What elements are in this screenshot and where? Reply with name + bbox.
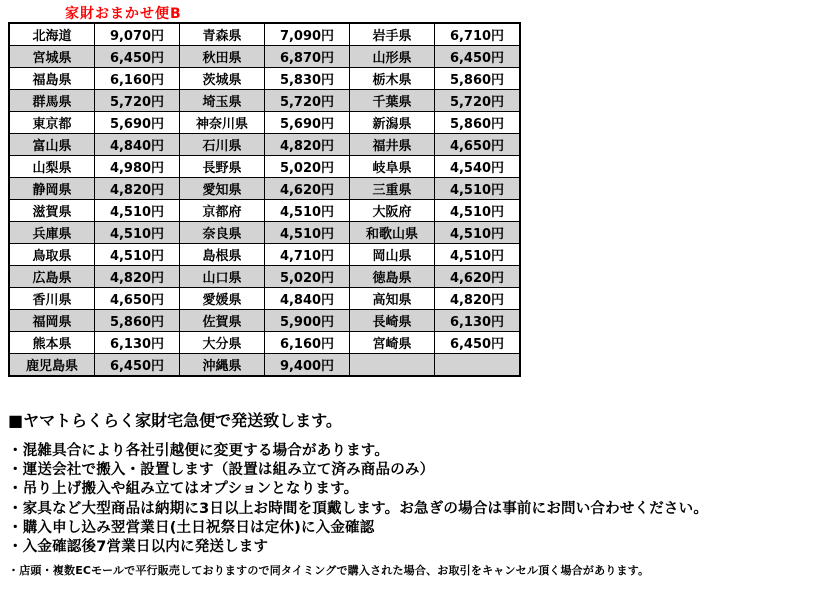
- price-cell: 5,720円: [265, 90, 350, 112]
- note-bullet: ・吊り上げ搬入や組み立てはオプションとなります。: [8, 481, 359, 498]
- price-cell: 5,690円: [95, 112, 180, 134]
- page-title: 家財おまかせ便B: [65, 6, 182, 22]
- prefecture-cell: 福島県: [9, 68, 95, 90]
- prefecture-cell: 青森県: [180, 23, 265, 46]
- table-row: [9, 222, 520, 244]
- price-cell: 6,450円: [95, 46, 180, 68]
- prefecture-cell: 鹿児島県: [9, 354, 95, 377]
- note-bullet: ・家具など大型商品は納期に3日以上お時間を頂戴します。お急ぎの場合は事前にお問い合わせください。: [8, 500, 709, 517]
- prefecture-cell: 北海道: [9, 23, 95, 46]
- shipping-rate-table-body: [9, 23, 520, 376]
- price-cell: 6,710円: [435, 23, 521, 46]
- prefecture-cell: 千葉県: [350, 90, 435, 112]
- prefecture-cell: 山梨県: [9, 156, 95, 178]
- prefecture-cell: 奈良県: [180, 222, 265, 244]
- notes-heading: ■ヤマトらくらく家財宅急便で発送致します。: [8, 411, 342, 430]
- prefecture-cell: 静岡県: [9, 178, 95, 200]
- table-row: [9, 354, 520, 377]
- price-cell: 5,690円: [265, 112, 350, 134]
- table-row: [9, 288, 520, 310]
- price-cell: 4,710円: [265, 244, 350, 266]
- price-cell: 6,130円: [95, 332, 180, 354]
- table-row: [9, 200, 520, 222]
- price-cell: 4,650円: [95, 288, 180, 310]
- price-cell: 5,020円: [265, 266, 350, 288]
- prefecture-cell: 鳥取県: [9, 244, 95, 266]
- note-bullet: ・入金確認後7営業日以内に発送します: [8, 539, 269, 556]
- price-cell: 4,510円: [95, 222, 180, 244]
- prefecture-cell: 香川県: [9, 288, 95, 310]
- price-cell: 5,860円: [95, 310, 180, 332]
- price-cell: 4,840円: [95, 134, 180, 156]
- price-cell: 6,870円: [265, 46, 350, 68]
- prefecture-cell: 山形県: [350, 46, 435, 68]
- prefecture-cell: 新潟県: [350, 112, 435, 134]
- prefecture-cell: 長崎県: [350, 310, 435, 332]
- prefecture-cell: 広島県: [9, 266, 95, 288]
- price-cell: 5,900円: [265, 310, 350, 332]
- prefecture-cell: 大分県: [180, 332, 265, 354]
- table-row: [9, 310, 520, 332]
- prefecture-cell: 愛媛県: [180, 288, 265, 310]
- price-cell: 4,620円: [265, 178, 350, 200]
- prefecture-cell: 京都府: [180, 200, 265, 222]
- prefecture-cell: 茨城県: [180, 68, 265, 90]
- prefecture-cell: 兵庫県: [9, 222, 95, 244]
- price-cell: 5,830円: [265, 68, 350, 90]
- price-cell: 4,540円: [435, 156, 521, 178]
- prefecture-cell: 秋田県: [180, 46, 265, 68]
- price-cell: 4,980円: [95, 156, 180, 178]
- price-cell: 4,510円: [265, 222, 350, 244]
- prefecture-cell: 宮城県: [9, 46, 95, 68]
- price-cell: 4,820円: [95, 178, 180, 200]
- prefecture-cell: 神奈川県: [180, 112, 265, 134]
- table-row: [9, 332, 520, 354]
- price-cell: [435, 354, 521, 377]
- prefecture-cell: 徳島県: [350, 266, 435, 288]
- shipping-rate-table: [8, 22, 521, 377]
- prefecture-cell: 福井県: [350, 134, 435, 156]
- prefecture-cell: 埼玉県: [180, 90, 265, 112]
- prefecture-cell: 和歌山県: [350, 222, 435, 244]
- prefecture-cell: [350, 354, 435, 377]
- notes-footnote: ・店頭・複数ECモールで平行販売しておりますので同タイミングで購入された場合、お取引をキャンセル頂く場合があります。: [8, 564, 650, 578]
- price-cell: 4,820円: [265, 134, 350, 156]
- prefecture-cell: 熊本県: [9, 332, 95, 354]
- prefecture-cell: 島根県: [180, 244, 265, 266]
- price-cell: 5,020円: [265, 156, 350, 178]
- table-row: [9, 156, 520, 178]
- table-row: [9, 46, 520, 68]
- prefecture-cell: 栃木県: [350, 68, 435, 90]
- note-bullet: ・混雑具合により各社引越便に変更する場合があります。: [8, 443, 390, 459]
- prefecture-cell: 群馬県: [9, 90, 95, 112]
- notes-bullet-list: [8, 442, 818, 557]
- price-cell: 5,720円: [95, 90, 180, 112]
- note-bullet: ・運送会社で搬入・設置します（設置は組み立て済み商品のみ）: [8, 462, 435, 479]
- table-row: [9, 112, 520, 134]
- table-row: [9, 266, 520, 288]
- price-cell: 6,130円: [435, 310, 521, 332]
- price-cell: 9,070円: [95, 23, 180, 46]
- price-cell: 7,090円: [265, 23, 350, 46]
- table-row: [9, 244, 520, 266]
- price-cell: 5,720円: [435, 90, 521, 112]
- table-row: [9, 23, 520, 46]
- price-cell: 9,400円: [265, 354, 350, 377]
- prefecture-cell: 長野県: [180, 156, 265, 178]
- prefecture-cell: 滋賀県: [9, 200, 95, 222]
- price-cell: 6,160円: [265, 332, 350, 354]
- prefecture-cell: 山口県: [180, 266, 265, 288]
- price-cell: 4,840円: [265, 288, 350, 310]
- price-cell: 4,620円: [435, 266, 521, 288]
- table-row: [9, 178, 520, 200]
- price-cell: 4,510円: [95, 244, 180, 266]
- price-cell: 4,510円: [435, 222, 521, 244]
- prefecture-cell: 岩手県: [350, 23, 435, 46]
- table-row: [9, 134, 520, 156]
- prefecture-cell: 福岡県: [9, 310, 95, 332]
- table-row: [9, 68, 520, 90]
- price-cell: 6,160円: [95, 68, 180, 90]
- prefecture-cell: 岡山県: [350, 244, 435, 266]
- note-bullet: ・購入申し込み翌営業日(土日祝祭日は定休)に入金確認: [8, 519, 375, 536]
- prefecture-cell: 富山県: [9, 134, 95, 156]
- price-cell: 4,510円: [95, 200, 180, 222]
- table-row: [9, 90, 520, 112]
- price-cell: 4,820円: [95, 266, 180, 288]
- price-cell: 5,860円: [435, 68, 521, 90]
- prefecture-cell: 石川県: [180, 134, 265, 156]
- prefecture-cell: 佐賀県: [180, 310, 265, 332]
- prefecture-cell: 愛知県: [180, 178, 265, 200]
- price-cell: 4,650円: [435, 134, 521, 156]
- price-cell: 4,510円: [435, 244, 521, 266]
- prefecture-cell: 大阪府: [350, 200, 435, 222]
- price-cell: 6,450円: [435, 46, 521, 68]
- price-cell: 6,450円: [95, 354, 180, 377]
- price-cell: 4,510円: [265, 200, 350, 222]
- price-cell: 6,450円: [435, 332, 521, 354]
- prefecture-cell: 東京都: [9, 112, 95, 134]
- prefecture-cell: 岐阜県: [350, 156, 435, 178]
- price-cell: 4,820円: [435, 288, 521, 310]
- prefecture-cell: 三重県: [350, 178, 435, 200]
- prefecture-cell: 宮崎県: [350, 332, 435, 354]
- notes-section: [8, 408, 818, 578]
- prefecture-cell: 沖縄県: [180, 354, 265, 377]
- price-cell: 5,860円: [435, 112, 521, 134]
- prefecture-cell: 高知県: [350, 288, 435, 310]
- price-cell: 4,510円: [435, 178, 521, 200]
- price-cell: 4,510円: [435, 200, 521, 222]
